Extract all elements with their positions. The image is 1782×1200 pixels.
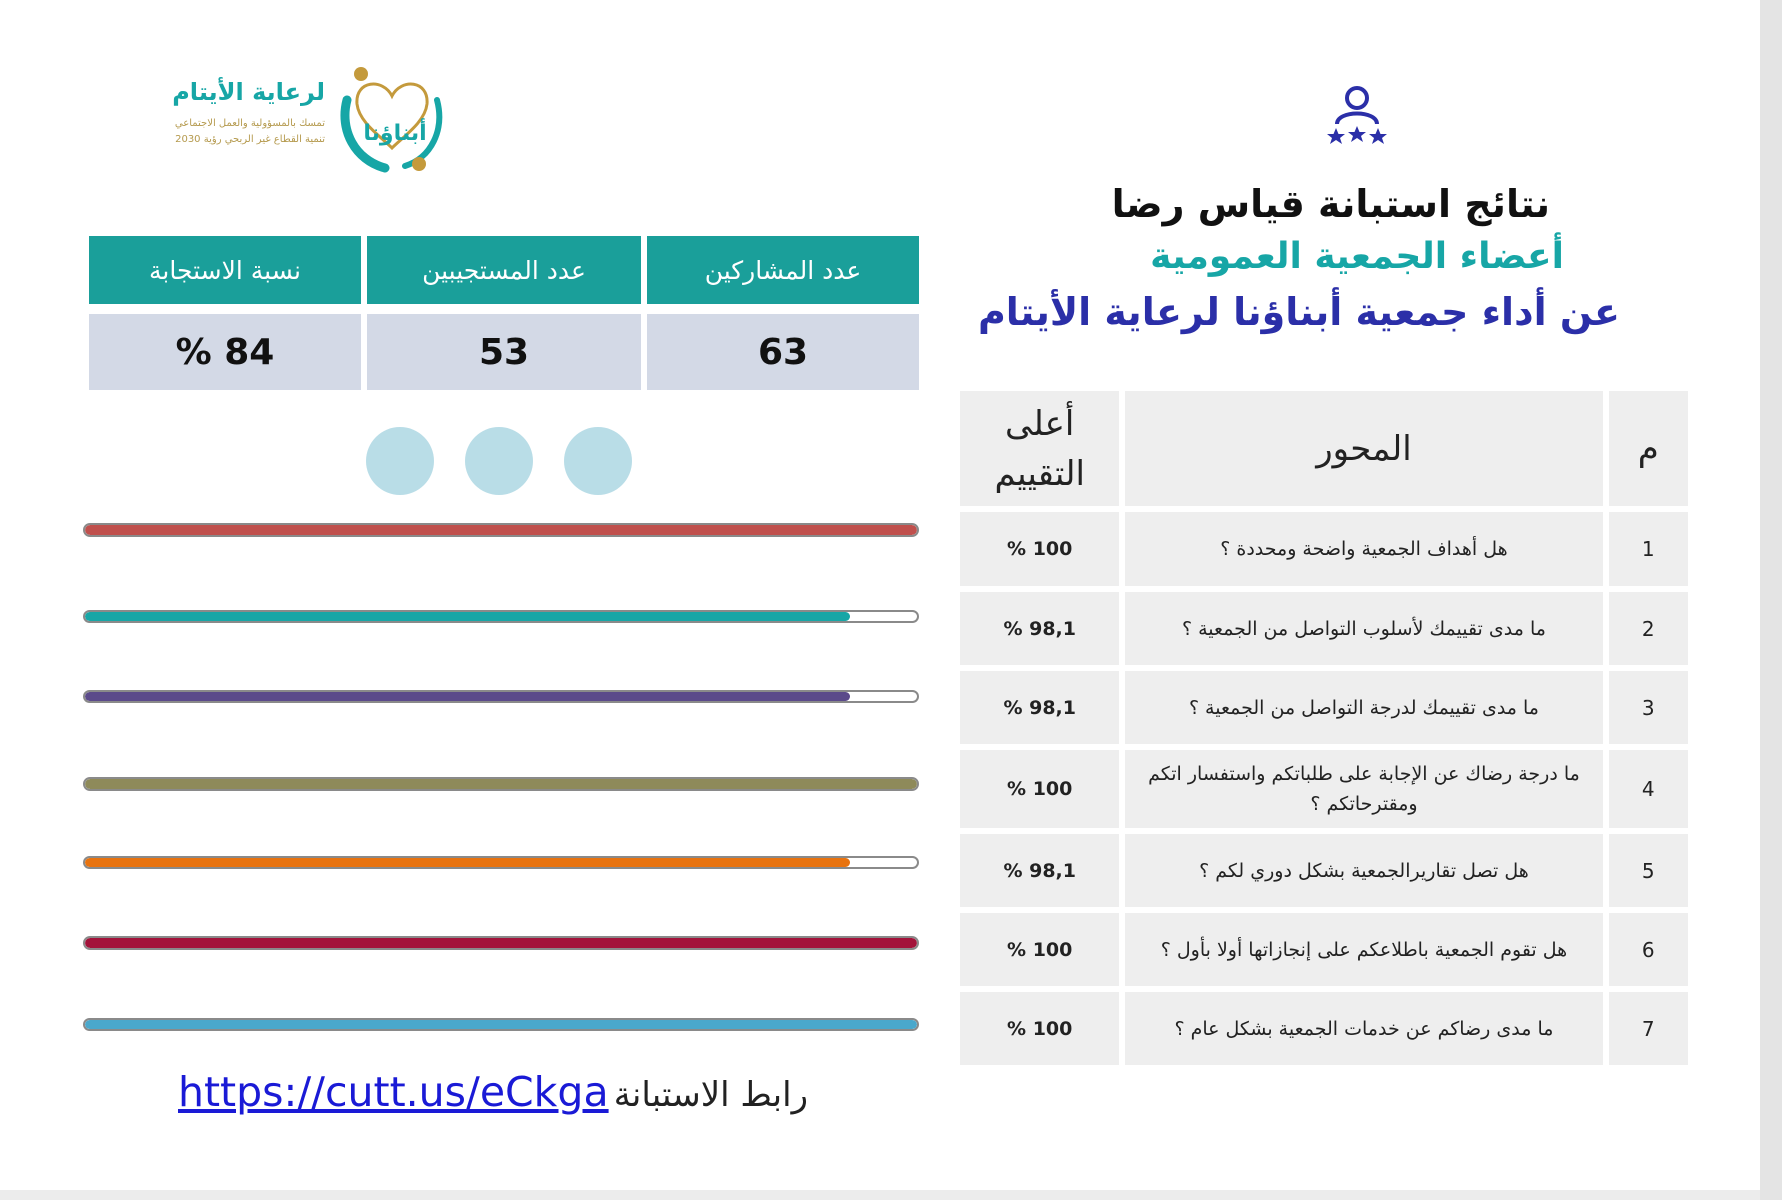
rating-bar-fill	[85, 1020, 917, 1029]
heart-logo-icon	[335, 60, 450, 175]
row-rating: 100 %	[960, 750, 1119, 828]
row-rating: 100 %	[960, 992, 1119, 1065]
row-rating: 98,1 %	[960, 671, 1119, 744]
logo-mark-text: أبناؤنا	[363, 121, 427, 146]
row-num: 5	[1609, 834, 1689, 907]
table-header-row	[960, 391, 1688, 506]
rating-bar	[83, 523, 919, 537]
logo-sub-text	[175, 116, 325, 148]
table-row	[960, 750, 1688, 828]
rating-bar-fill	[85, 938, 917, 948]
logo-sub-line-2: تنمية القطاع غير الربحي رؤية 2030	[175, 134, 325, 145]
row-question: هل أهداف الجمعية واضحة ومحددة ؟	[1125, 512, 1602, 586]
row-rating: 98,1 %	[960, 834, 1119, 907]
title-line-1: نتائج استبانة قياس رضا	[1111, 182, 1550, 226]
table-row	[960, 592, 1688, 665]
table-row	[960, 992, 1688, 1065]
table-row	[960, 834, 1688, 907]
row-num: 3	[1609, 671, 1689, 744]
table-row	[960, 671, 1688, 744]
organization-logo	[150, 60, 450, 175]
rating-bar	[83, 856, 919, 869]
stat-header-participants: عدد المشاركين	[647, 236, 919, 304]
row-question: هل تصل تقاريرالجمعية بشكل دوري لكم ؟	[1125, 834, 1602, 907]
header-axis: المحور	[1125, 391, 1602, 506]
row-num: 1	[1609, 512, 1689, 586]
row-question: هل تقوم الجمعية باطلاعكم على إنجازاتها أولا بأول ؟	[1125, 913, 1602, 986]
row-question: ما مدى رضاكم عن خدمات الجمعية بشكل عام ؟	[1125, 992, 1602, 1065]
title-line-3: عن أداء جمعية أبناؤنا لرعاية الأيتام	[977, 290, 1620, 334]
row-question: ما مدى تقييمك لدرجة التواصل من الجمعية ؟	[1125, 671, 1602, 744]
logo-main-text: لرعاية الأيتام	[172, 78, 325, 106]
decorative-circle	[366, 427, 434, 495]
rating-bar-fill	[85, 525, 917, 535]
survey-link-label: رابط الاستبانة	[613, 1075, 808, 1115]
decorative-circle	[564, 427, 632, 495]
row-rating: 100 %	[960, 512, 1119, 586]
stat-header-response-rate: نسبة الاستجابة	[89, 236, 361, 304]
award-person-stars-icon	[1322, 84, 1392, 148]
row-num: 6	[1609, 913, 1689, 986]
stat-value-respondents: 53	[367, 314, 641, 390]
table-row	[960, 913, 1688, 986]
row-question: ما درجة رضاك عن الإجابة على طلباتكم واستفسار اتكم ومقترحاتكم ؟	[1125, 750, 1602, 828]
rating-bar	[83, 690, 919, 703]
stat-value-response-rate: 84 %	[89, 314, 361, 390]
decorative-circle	[465, 427, 533, 495]
stat-value-participants: 63	[647, 314, 919, 390]
row-num: 4	[1609, 750, 1689, 828]
row-question: ما مدى تقييمك لأسلوب التواصل من الجمعية ؟	[1125, 592, 1602, 665]
rating-bar	[83, 777, 919, 791]
row-num: 7	[1609, 992, 1689, 1065]
rating-bar-fill	[85, 858, 850, 867]
logo-sub-line-1: تمسك بالمسؤولية والعمل الاجتماعي	[174, 118, 325, 129]
table-row	[960, 512, 1688, 586]
header-num: م	[1609, 391, 1689, 506]
rating-bar	[83, 610, 919, 623]
title-line-2: أعضاء الجمعية العمومية	[1150, 236, 1564, 277]
rating-bar-fill	[85, 779, 917, 789]
header-rating: أعلى التقييم	[960, 391, 1119, 506]
questions-table	[954, 385, 1694, 1071]
page-edge	[1760, 0, 1782, 1200]
row-rating: 98,1 %	[960, 592, 1119, 665]
rating-bar-fill	[85, 612, 850, 621]
survey-link-row	[178, 1068, 828, 1116]
rating-bar-fill	[85, 692, 850, 701]
survey-link[interactable]: https://cutt.us/eCkga	[178, 1068, 609, 1116]
row-rating: 100 %	[960, 913, 1119, 986]
rating-bar	[83, 936, 919, 950]
stat-header-respondents: عدد المستجيبين	[367, 236, 641, 304]
row-num: 2	[1609, 592, 1689, 665]
rating-bar	[83, 1018, 919, 1031]
stats-table	[85, 236, 919, 391]
